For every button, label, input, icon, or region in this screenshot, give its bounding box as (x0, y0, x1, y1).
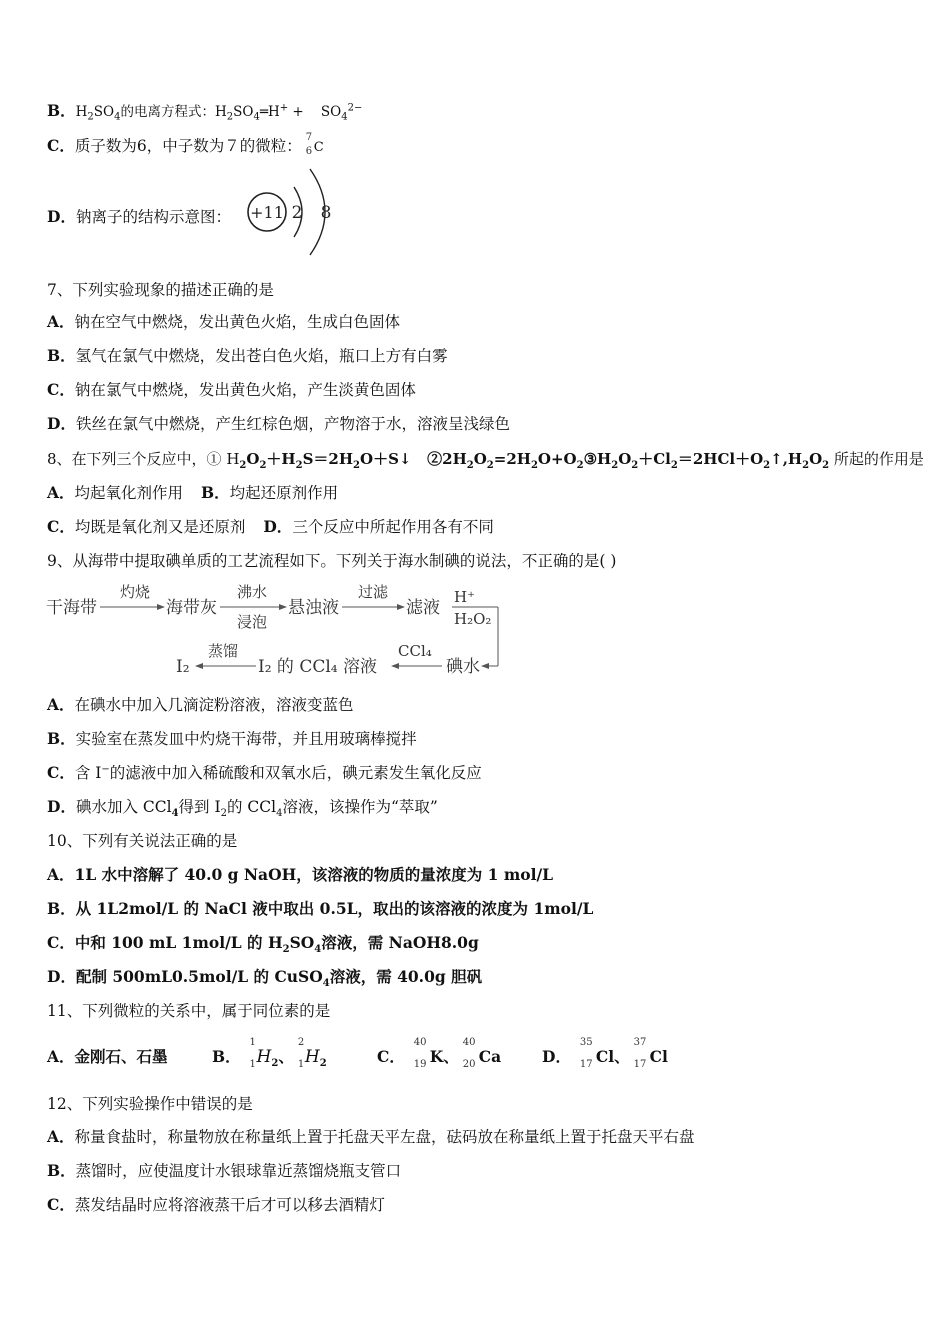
q6-option-d (47, 206, 231, 228)
q12-option-c: C．蒸发结晶时应将溶液蒸干后才可以移去酒精灯 (47, 1195, 385, 1214)
q8-options-row-1: A．均起氧化剂作用 B．均起还原剂作用 (47, 483, 339, 502)
flow-edge-burn: 灼烧 (120, 583, 151, 601)
option-text: 质子数为6，中子数为７的微粒： (74, 137, 302, 155)
q7-stem: 7、下列实验现象的描述正确的是 (47, 281, 274, 299)
flow-reagent-h2o2: H₂O₂ (454, 610, 492, 628)
q10-stem: 10、下列有关说法正确的是 (47, 832, 238, 850)
flow-node-kelp-ash: 海带灰 (166, 598, 217, 618)
q9-option-b: B．实验室在蒸发皿中灼烧干海带，并且用玻璃棒搅拌 (47, 729, 417, 748)
flow-node-i2: I₂ (176, 657, 190, 677)
q9-stem: 9、从海带中提取碘单质的工艺流程如下。下列关于海水制碘的说法，不正确的是( ) (47, 552, 617, 570)
q10-option-a: A．1L 水中溶解了 40.0 g NaOH，该溶液的物质的量浓度为 1 mol/L (47, 865, 554, 884)
q9-option-d: D．碘水加入 CCl$_4$得到 $I_2$的 CCl$_4$溶液，该操作为“萃取” (47, 797, 438, 820)
q11-stem: 11、下列微粒的关系中，属于同位素的是 (47, 1002, 331, 1020)
q11-option-b: B． 1 1 $H_2$、 2 1 $H_2$ (212, 1037, 327, 1070)
q6-option-c (47, 132, 324, 159)
flow-node-i2-in-ccl4: I₂ 的 CCl₄ 溶液 (258, 657, 378, 677)
option-letter: B． (47, 101, 76, 120)
q10-option-d: D．配制 500mL0.5mol/L 的 CuSO$_4$溶液，需 40.0g 胆矾 (47, 967, 483, 990)
q7-option-d: D．铁丝在氯气中燃烧，产生红棕色烟，产物溶于水，溶液呈浅绿色 (47, 414, 510, 433)
flow-edge-boil: 沸水 (237, 583, 268, 601)
q9-option-c: C．含 I−的滤液中加入稀硫酸和双氧水后，碘元素发生氧化反应 (47, 763, 482, 782)
sodium-ion-structure-diagram (240, 165, 340, 259)
q9-option-a: A．在碘水中加入几滴淀粉溶液，溶液变蓝色 (47, 695, 354, 714)
shell-1-electrons: 2 (291, 203, 303, 223)
flow-edge-ccl4: CCl₄ (398, 642, 432, 660)
q10-option-b: B．从 1L2mol/L 的 NaCl 液中取出 0.5L，取出的该溶液的浓度为 1mol/L (47, 899, 594, 918)
flow-node-iodine-water: 碘水 (446, 657, 480, 677)
q12-stem: 12、下列实验操作中错误的是 (47, 1095, 253, 1113)
shell-2-electrons: 8 (320, 203, 332, 223)
q11-option-d: D． 35 17 Cl、 37 17 Cl (542, 1037, 668, 1070)
q6-option-b: B．$H_2SO_4$的电离方程式：$H_2SO_4═H^+$ + $SO_4^{2-}$ (47, 101, 363, 123)
q11-option-c: C． 40 19 K、 40 20 Ca (377, 1037, 502, 1070)
q11-options-row: A．金刚石、石墨 B． 1 1 $H_2$、 2 1 $H_2$ C． 40 19 K、 40 20 Ca D． 35 17 Cl、 37 17 Cl (47, 1037, 668, 1070)
option-letter: C． (47, 136, 75, 155)
flow-edge-filter: 过滤 (358, 583, 389, 601)
flow-edge-soak: 浸泡 (237, 613, 268, 631)
option-text: 钠离子的结构示意图： (75, 208, 231, 226)
q12-option-b: B．蒸馏时，应使温度计水银球靠近蒸馏烧瓶支管口 (47, 1161, 402, 1180)
q7-option-b: B．氢气在氯气中燃烧，发出苍白色火焰，瓶口上方有白雾 (47, 346, 448, 365)
nucleus-charge: +11 (250, 203, 284, 222)
q8-options-row-2: C．均既是氧化剂又是还原剂 D．三个反应中所起作用各有不同 (47, 517, 494, 536)
q10-option-c: C．中和 100 mL 1mol/L 的 $H_2SO_4$溶液，需 NaOH8.0g (47, 933, 479, 956)
q7-option-a: A．钠在空气中燃烧，发出黄色火焰，生成白色固体 (47, 312, 401, 331)
q8-stem: 8、在下列三个反应中，① $H_2O_2+H_2S=2H_2O+S↓$ $②2H_2O_2=2H_2O+O_2③H_2O_2+Cl_2=2HCl+O_2↑,H_2O_2$ 所起的作用是 (47, 450, 924, 471)
flow-node-suspension: 悬浊液 (288, 598, 339, 618)
iodine-extraction-flowchart (40, 580, 510, 680)
nuclide-c: 7 6 C (305, 132, 324, 157)
flow-edge-distill: 蒸馏 (208, 642, 239, 660)
flow-reagent-h: H⁺ (454, 588, 475, 606)
q7-option-c: C．钠在氯气中燃烧，发出黄色火焰，产生淡黄色固体 (47, 380, 416, 399)
option-letter: D． (47, 207, 76, 226)
flow-node-dry-kelp: 干海带 (46, 598, 97, 618)
flow-node-filtrate: 滤液 (406, 598, 440, 618)
q12-option-a: A．称量食盐时，称量物放在称量纸上置于托盘天平左盘，砝码放在称量纸上置于托盘天平右盘 (47, 1127, 695, 1146)
